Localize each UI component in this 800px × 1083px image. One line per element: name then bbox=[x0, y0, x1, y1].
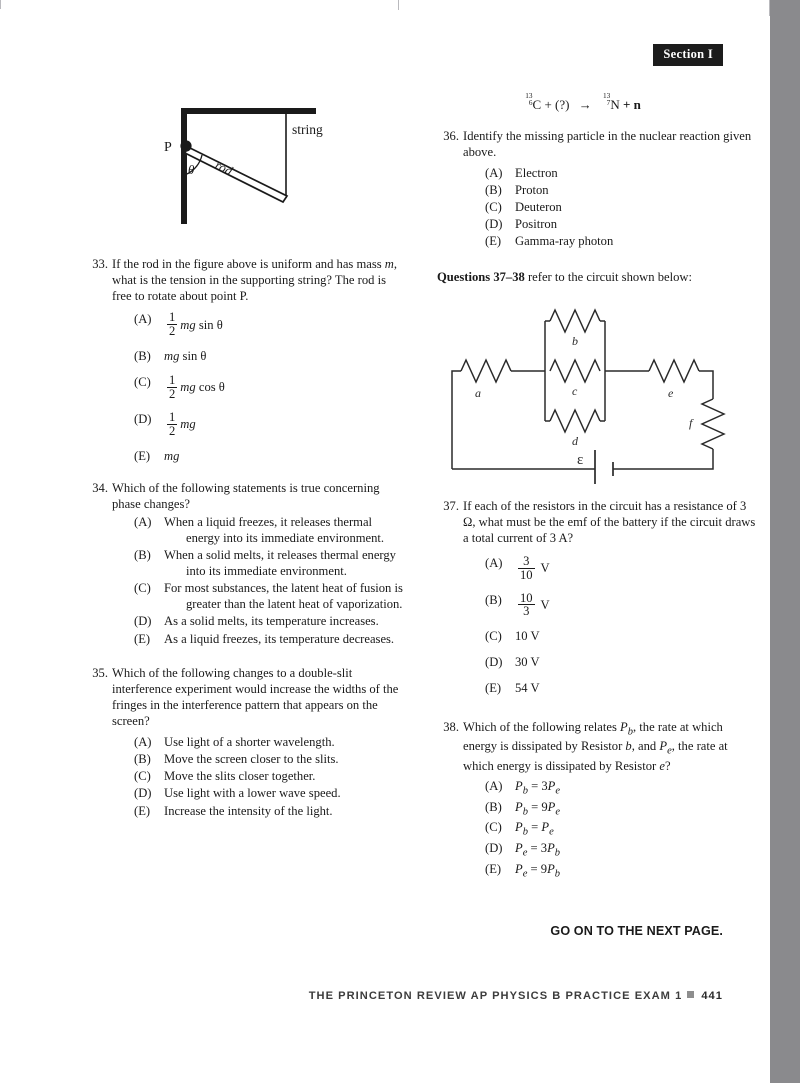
choice-38-d[interactable] bbox=[485, 840, 757, 860]
choice-text: $P_e = 3P_b$ bbox=[515, 841, 561, 859]
choice-label: (E) bbox=[134, 631, 151, 646]
symbol-carbon: C bbox=[532, 97, 542, 112]
choice-38-e[interactable] bbox=[485, 861, 757, 881]
choice-label: (A) bbox=[134, 514, 152, 529]
question-35 bbox=[86, 665, 404, 819]
question-36-text: Identify the missing particle in the nuclear reaction given above. bbox=[463, 128, 752, 159]
choice-label: (C) bbox=[134, 769, 151, 784]
choice-label: (D) bbox=[485, 217, 503, 232]
choice-text: Gamma-ray photon bbox=[515, 234, 614, 249]
circuit-label-c: c bbox=[572, 383, 578, 398]
choice-34-e[interactable] bbox=[134, 631, 404, 647]
circuit-label-e: e bbox=[668, 385, 674, 400]
choice-label: (E) bbox=[134, 448, 151, 463]
figure-rod-and-string bbox=[86, 96, 404, 246]
choice-text: Move the screen closer to the slits. bbox=[164, 752, 339, 767]
choice-36-e[interactable] bbox=[485, 233, 757, 249]
go-on-notice: GO ON TO THE NEXT PAGE. bbox=[550, 924, 723, 938]
choice-label: (A) bbox=[134, 735, 152, 750]
choice-text: mg sin θ bbox=[164, 349, 207, 364]
choice-33-c[interactable] bbox=[134, 374, 404, 401]
question-33-number: 33. bbox=[92, 257, 108, 271]
choice-label: (B) bbox=[485, 799, 502, 814]
unknown-particle: + (?) bbox=[544, 97, 570, 112]
question-36-choices bbox=[463, 165, 757, 250]
choice-33-a[interactable] bbox=[134, 311, 404, 338]
section-badge: Section I bbox=[653, 44, 723, 66]
choice-label: (D) bbox=[134, 786, 152, 801]
choice-36-b[interactable] bbox=[485, 182, 757, 198]
choice-text: Electron bbox=[515, 165, 558, 180]
question-37 bbox=[437, 498, 757, 697]
question-34 bbox=[86, 480, 404, 647]
right-column bbox=[437, 92, 757, 885]
neutron-term: + n bbox=[622, 97, 641, 112]
choice-text: Positron bbox=[515, 217, 557, 232]
choice-label: (E) bbox=[485, 862, 502, 877]
choice-37-c[interactable] bbox=[485, 628, 757, 644]
choice-35-b[interactable] bbox=[134, 751, 404, 767]
circuit-label-f: f bbox=[689, 415, 693, 430]
page-edge-shadow bbox=[770, 0, 800, 1083]
choice-label: (A) bbox=[485, 555, 503, 570]
choice-label: (C) bbox=[485, 629, 502, 644]
figure-label-string: string bbox=[292, 122, 323, 137]
choice-label: (B) bbox=[485, 592, 502, 607]
choice-33-e[interactable] bbox=[134, 448, 404, 464]
crop-mark-top bbox=[398, 0, 399, 10]
question-36-number: 36. bbox=[443, 128, 459, 143]
figure-label-rod: rod bbox=[212, 157, 236, 179]
choice-text: For most substances, the latent heat of fusion is greater than the latent heat of vaporization. bbox=[164, 581, 403, 612]
choice-text: mg bbox=[164, 448, 180, 463]
choice-text: $P_b = 3P_e$ bbox=[515, 778, 561, 797]
choice-text: Move the slits closer together. bbox=[164, 769, 316, 784]
symbol-nitrogen: N bbox=[610, 97, 620, 112]
choice-text: 30 V bbox=[515, 655, 540, 670]
choice-label: (A) bbox=[485, 165, 503, 180]
circuit-label-b: b bbox=[572, 333, 578, 348]
choice-text: $P_e = 9P_b$ bbox=[515, 862, 561, 880]
question-37-choices bbox=[463, 555, 757, 697]
circuit-label-emf: ε bbox=[577, 451, 584, 468]
choice-text: 10 V bbox=[515, 629, 540, 644]
choice-label: (D) bbox=[485, 841, 503, 856]
choice-text: As a liquid freezes, its temperature decreases. bbox=[164, 631, 395, 646]
choice-text: When a solid melts, it releases thermal energy into its immediate environment. bbox=[164, 548, 396, 579]
page-footer bbox=[309, 990, 723, 1002]
question-38-text: Which of the following relates $P_b$, the rate at which energy is dissipated by Resistor b, and $P_e$, the rate at which energy is dissipated by Resistor e? bbox=[463, 719, 728, 774]
figure-label-point-p: P bbox=[164, 140, 172, 155]
choice-label: (C) bbox=[134, 581, 151, 596]
footer-square-icon bbox=[687, 991, 694, 998]
question-38-choices bbox=[463, 778, 757, 882]
questions-37-38-lead-in bbox=[437, 269, 757, 285]
footer-book-title: THE PRINCETON REVIEW AP PHYSICS B PRACTICE EXAM 1 bbox=[308, 990, 683, 1002]
choice-text: When a liquid freezes, it releases thermal energy into its immediate environment. bbox=[164, 514, 385, 545]
choice-35-d[interactable] bbox=[134, 785, 404, 801]
choice-label: (C) bbox=[134, 375, 151, 390]
choice-34-d[interactable] bbox=[134, 613, 404, 629]
choice-text: $\frac{3}{10}$ V bbox=[520, 553, 550, 582]
choice-35-a[interactable] bbox=[134, 734, 404, 750]
question-35-text: Which of the following changes to a double-slit interference experiment would increase the widths of the fringes in the interference pattern that appears on the screen? bbox=[112, 665, 399, 729]
choice-text: $\frac{1}{2}$ mg cos θ bbox=[169, 373, 225, 401]
rod-string-svg bbox=[86, 96, 404, 246]
choice-label: (E) bbox=[485, 681, 502, 696]
figure-circuit bbox=[437, 294, 757, 484]
question-33-text: If the rod in the figure above is uniform and has mass m, what is the tension in the supporting string? The rod is free to rotate about point P. bbox=[112, 257, 398, 304]
isotope-nitrogen-13: 13 7 bbox=[603, 92, 611, 107]
choice-label: (D) bbox=[134, 614, 152, 629]
reaction-arrow: → bbox=[578, 97, 592, 112]
choice-37-d[interactable] bbox=[485, 654, 757, 670]
choice-36-a[interactable] bbox=[485, 165, 757, 181]
circuit-label-a: a bbox=[475, 385, 481, 400]
question-38 bbox=[437, 719, 757, 882]
circuit-label-d: d bbox=[572, 433, 578, 448]
choice-label: (B) bbox=[134, 752, 151, 767]
isotope-carbon-13: 13 6 bbox=[525, 92, 533, 107]
nuclear-reaction-equation bbox=[437, 92, 757, 114]
choice-text: $\frac{10}{3}$ V bbox=[520, 590, 550, 619]
choice-38-c[interactable] bbox=[485, 819, 757, 839]
crop-mark-left bbox=[0, 0, 1, 9]
question-34-text: Which of the following statements is true concerning phase changes? bbox=[112, 480, 380, 511]
question-35-number: 35. bbox=[92, 665, 108, 680]
question-34-choices bbox=[112, 514, 404, 647]
choice-label: (B) bbox=[134, 349, 151, 364]
left-column bbox=[86, 96, 404, 823]
choice-33-d[interactable] bbox=[134, 411, 404, 438]
question-37-number: 37. bbox=[443, 498, 459, 513]
question-34-number: 34. bbox=[92, 480, 108, 495]
choice-text: Use light with a lower wave speed. bbox=[164, 786, 341, 801]
choice-37-e[interactable] bbox=[485, 680, 757, 696]
choice-38-a[interactable] bbox=[485, 778, 757, 798]
choice-35-c[interactable] bbox=[134, 768, 404, 784]
choice-text: $\frac{1}{2}$ mg sin θ bbox=[169, 310, 223, 339]
question-33-choices bbox=[112, 311, 404, 463]
choice-37-a[interactable] bbox=[485, 555, 757, 582]
choice-label: (D) bbox=[134, 411, 152, 426]
choice-37-b[interactable] bbox=[485, 592, 757, 619]
choice-text: $P_b = P_e$ bbox=[515, 820, 554, 838]
choice-label: (B) bbox=[134, 548, 151, 563]
choice-label: (D) bbox=[485, 655, 503, 670]
choice-35-e[interactable] bbox=[134, 803, 404, 819]
choice-36-c[interactable] bbox=[485, 199, 757, 215]
question-37-text: If each of the resistors in the circuit has a resistance of 3 Ω, what must be the emf of the battery if the circuit draws a total current of 3 A? bbox=[463, 498, 756, 545]
choice-38-b[interactable] bbox=[485, 799, 757, 819]
choice-text: Deuteron bbox=[515, 200, 562, 215]
choice-text: $\frac{1}{2}$ mg bbox=[169, 409, 196, 438]
choice-34-c[interactable] bbox=[134, 580, 404, 612]
choice-36-d[interactable] bbox=[485, 216, 757, 232]
choice-text: Increase the intensity of the light. bbox=[164, 803, 333, 818]
choice-text: 54 V bbox=[515, 681, 540, 696]
lead-in-normal: refer to the circuit shown below: bbox=[524, 270, 692, 285]
choice-label: (C) bbox=[485, 200, 502, 215]
choice-label: (E) bbox=[134, 803, 151, 818]
circuit-svg bbox=[437, 294, 757, 484]
question-33 bbox=[86, 256, 404, 464]
figure-label-theta: θ bbox=[188, 162, 195, 177]
choice-label: (A) bbox=[485, 778, 503, 793]
choice-34-a[interactable] bbox=[134, 514, 404, 546]
choice-33-b[interactable] bbox=[134, 348, 404, 364]
question-38-number: 38. bbox=[443, 719, 459, 734]
choice-text: Proton bbox=[515, 182, 549, 197]
footer-page-number: 441 bbox=[701, 990, 723, 1002]
choice-label: (A) bbox=[134, 312, 152, 327]
choice-label: (E) bbox=[485, 234, 502, 249]
choice-label: (C) bbox=[485, 820, 502, 835]
choice-text: As a solid melts, its temperature increases. bbox=[164, 614, 379, 629]
choice-text: Use light of a shorter wavelength. bbox=[164, 735, 335, 750]
choice-text: $P_b = 9P_e$ bbox=[515, 799, 561, 818]
question-35-choices bbox=[112, 734, 404, 819]
lead-in-bold: Questions 37–38 bbox=[437, 270, 525, 285]
choice-label: (B) bbox=[485, 182, 502, 197]
choice-34-b[interactable] bbox=[134, 547, 404, 579]
question-36 bbox=[437, 128, 757, 250]
